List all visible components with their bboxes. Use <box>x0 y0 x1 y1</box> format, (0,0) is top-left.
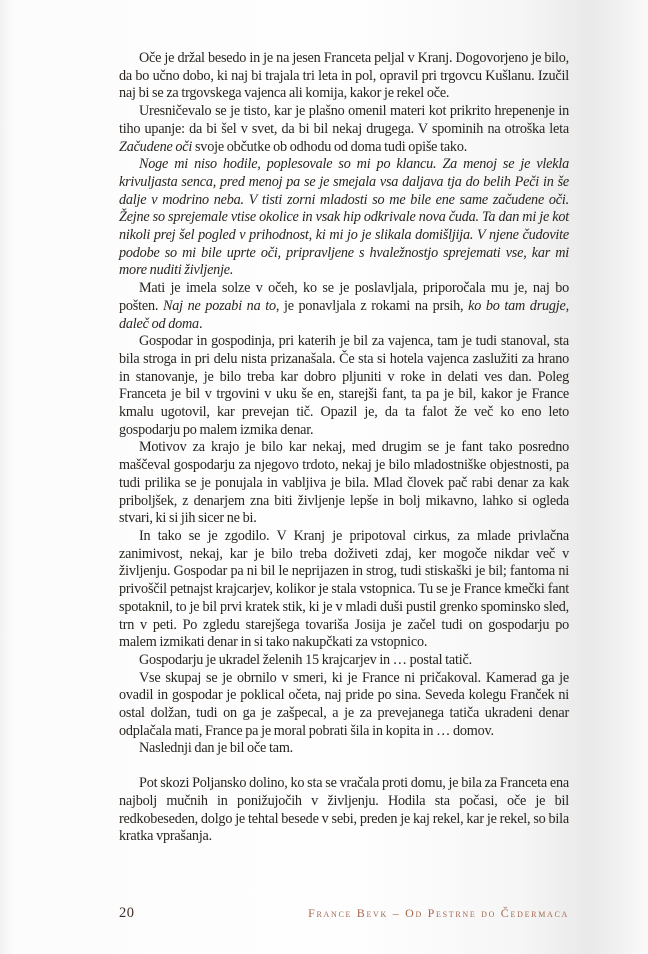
text-run: ko bo tam drugje, daleč od doma <box>119 297 569 332</box>
paragraph <box>119 333 569 439</box>
page-footer <box>119 905 569 922</box>
text-run: Vse skupaj se je obrnilo v smeri, ki je France ni pričakoval. Kamerad ga je ovadil in gospodar je poklical očeta, naj pride po sina. Seveda kolegu Franček ni ostal dolžan, tudi on ga je zašpecal, a je za prevejanega tatiča ukradeni denar odplačala mati, France pa je moral pobrati šila in kopita in … domov. <box>119 669 569 739</box>
text-run: , je ponavljala z rokami na prsih, <box>275 297 469 314</box>
paragraph <box>119 156 569 280</box>
paragraph <box>119 652 569 670</box>
text-run: Mati je imela solze v očeh, ko se je poslavljala, priporočala mu je, naj bo pošten. <box>119 280 569 314</box>
page-number: 20 <box>119 905 135 921</box>
paragraph <box>119 280 569 333</box>
text-run: Gospodar in gospodinja, pri katerih je bil za vajenca, tam je tudi stanoval, sta bila stroga in pri delu nista prizanašala. Če sta si hotela vajenca zaslužiti za hrano in stanovanje, je bilo treba kar dobro pljuniti v roke in delati ves dan. Poleg Franceta je bil v trgovini v uku še en, starejši fant, ta pa je bil, kakor je France kmalu ugotovil, kar prevejan tič. Opazil je, da ta falot že več ko eno leto gospodarju po malem izmika denar. <box>119 333 569 438</box>
text-run: Noge mi niso hodile, poplesovale so mi po klancu. Za menoj se je vlekla krivuljasta senca, pred menoj pa se je smejala vsa daljava tja do belih Peči in še dalje v modrino neba. V tisti zorni mladosti so me bile ene same začudene oči. Žejne so sprejemale vtise okolice in vsak hip odkrivale nova čuda. Ta dan mi je kot nikoli prej šel pogled v prihodnost, ki mi jo je slikala domišljija. V njene čudovite podobe so mi bile uprte oči, pripravljene s hvaležnostjo sprejemati vse, kar mi more nuditi življenje. <box>119 156 569 279</box>
text-run: Oče je držal besedo in je na jesen Franceta peljal v Kranj. Dogovorjeno je bilo, da bo učno dobo, ki naj bi trajala tri leta in pol, opravil pri trgovcu Kušlanu. Izučil naj bi se za trgovskega vajenca ali komija, kakor je rekel oče. <box>119 50 569 102</box>
text-run: . <box>198 315 203 332</box>
paragraph <box>119 670 569 741</box>
text-run: Naslednji dan je bil oče tam. <box>139 740 294 757</box>
paragraph <box>119 740 569 758</box>
paragraph <box>119 439 569 528</box>
text-run: svoje občutke ob odhodu od doma tudi opiše tako. <box>192 138 468 155</box>
text-run: Naj ne pozabi na to <box>162 297 276 314</box>
text-run: In tako se je zgodilo. V Kranj je pripotoval cirkus, za mlade privlačna zanimivost, nekaj, kar je bilo treba doživeti zdaj, ker mogoče nikdar več v življenju. Gospodar pa ni bil le neprijazen in strog, tudi stiskaški je bil; fantoma ni privoščil petnajst krajcarjev, kolikor je stala vstopnica. Tu se je France kmečki fant spotaknil, to je bil prvi kratek stik, ki je v mladi duši pustil grenko spominsko sled, trn v peti. Po zgledu starejšega tovariša Josija je začel tudi on gospodarju po malem izmikati denar in si tako nakupčkati za vstopnico. <box>119 527 569 651</box>
running-title: France Bevk – Od Pestrne do Čedermaca <box>308 906 569 920</box>
paragraph <box>119 50 569 103</box>
text-run: Uresničevalo se je tisto, kar je plašno omenil materi kot prikrito hrepenenje in tiho upanje: da bi šel v svet, da bi bil nekaj drugega. V spominih na otroška leta <box>119 103 569 137</box>
paragraph <box>119 775 569 846</box>
text-run: Gospodarju je ukradel želenih 15 krajcarjev in … postal tatič. <box>139 651 472 668</box>
page-body <box>119 50 569 846</box>
paragraph <box>119 528 569 652</box>
text-run: Pot skozi Poljansko dolino, ko sta se vračala proti domu, je bila za Franceta ena najbolj mučnih in ponižujočih v življenju. Hodila sta počasi, oče je bil redkobeseden, dolgo je tehtal besede v sebi, preden je kaj rekel, kar je rekel, so bila kratka vprašanja. <box>119 775 569 845</box>
paragraph <box>119 103 569 156</box>
text-run: Začudene oči <box>119 138 193 155</box>
text-run: Motivov za krajo je bilo kar nekaj, med drugim se je fant tako posredno maščeval gospodarju za njegovo trdoto, nekaj je bilo mladostniške objestnosti, pa tudi prilika se je ponujala in vabljiva je bila. Mlad človek pač rabi denar za kak priboljšek, z denarjem zna biti življenje lepše in bolj mikavno, lahko si ogleda stvari, ki si jih sicer ne bi. <box>119 439 569 527</box>
